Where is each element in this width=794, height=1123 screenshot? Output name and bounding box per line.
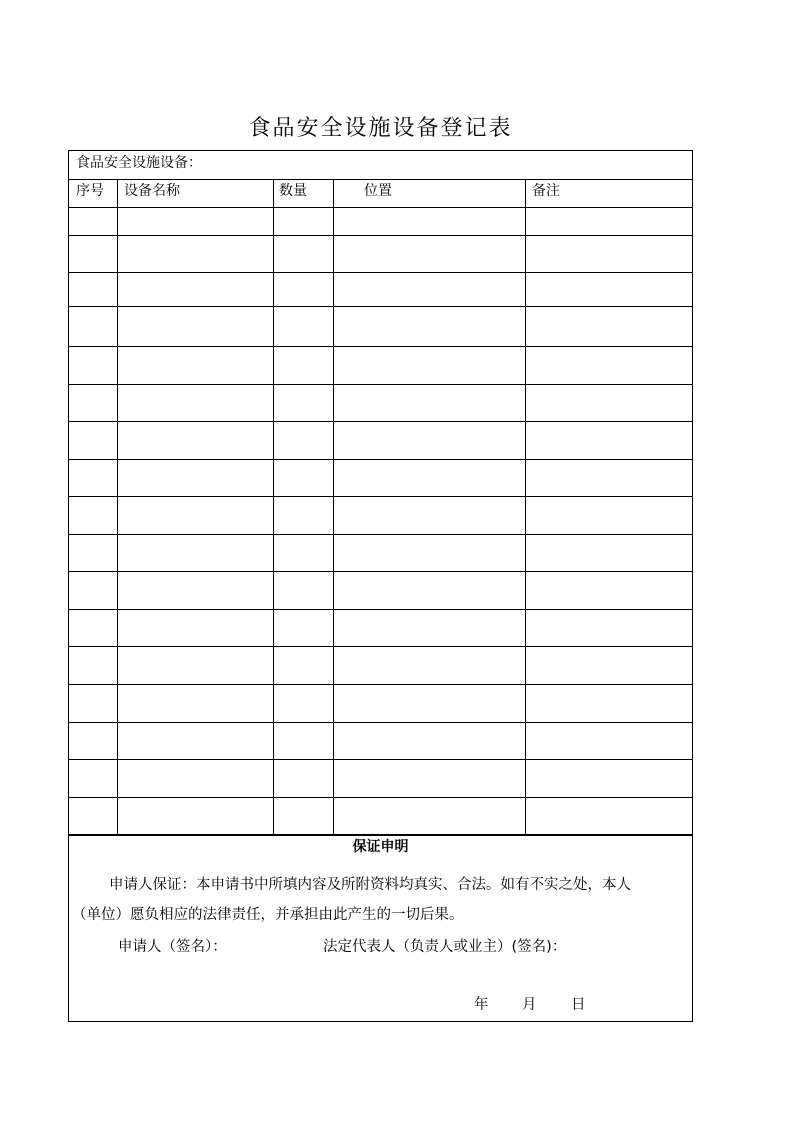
table-row-rule xyxy=(69,759,692,760)
declaration-text-line2: （单位）愿负相应的法律责任，并承担由此产生的一切后果。 xyxy=(72,907,464,923)
table-row-rule xyxy=(69,459,692,460)
column-header-quantity: 数量 xyxy=(279,183,307,199)
date-day-label: 日 xyxy=(571,997,586,1013)
table-column-rule xyxy=(333,179,334,834)
table-row-rule xyxy=(69,797,692,798)
table-row-rule xyxy=(69,421,692,422)
column-header-index: 序号 xyxy=(76,183,104,199)
table-row-rule xyxy=(69,496,692,497)
table-column-rule xyxy=(117,179,118,834)
registration-form xyxy=(68,150,693,1022)
table-row-rule xyxy=(69,179,692,180)
table-row-rule xyxy=(69,722,692,723)
table-column-rule xyxy=(525,179,526,834)
table-row-rule xyxy=(69,272,692,273)
declaration-title: 保证申明 xyxy=(352,839,409,855)
table-row-rule xyxy=(69,235,692,236)
table-row-rule xyxy=(69,684,692,685)
date-month-label: 月 xyxy=(522,997,537,1013)
table-row-rule xyxy=(69,306,692,307)
column-header-equipment-name: 设备名称 xyxy=(124,183,180,199)
date-year-label: 年 xyxy=(474,997,489,1013)
table-column-rule xyxy=(273,179,274,834)
applicant-signature-label: 申请人（签名）： xyxy=(118,939,227,955)
table-row-rule xyxy=(69,609,692,610)
facility-label: 食品安全设施设备： xyxy=(76,155,202,171)
table-row-rule xyxy=(69,534,692,535)
column-header-location: 位置 xyxy=(364,183,392,199)
table-row-rule xyxy=(69,346,692,347)
table-bottom-rule xyxy=(69,834,692,836)
table-row-rule xyxy=(69,384,692,385)
column-header-remarks: 备注 xyxy=(532,183,560,199)
table-row-rule xyxy=(69,207,692,208)
table-row-rule xyxy=(69,571,692,572)
declaration-text-line1: 申请人保证：本申请书中所填内容及所附资料均真实、合法。如有不实之处，本人 xyxy=(109,877,631,893)
page-title: 食品安全设施设备登记表 xyxy=(248,116,513,141)
legal-representative-signature-label: 法定代表人（负责人或业主）(签名)： xyxy=(323,939,567,955)
table-row-rule xyxy=(69,646,692,647)
